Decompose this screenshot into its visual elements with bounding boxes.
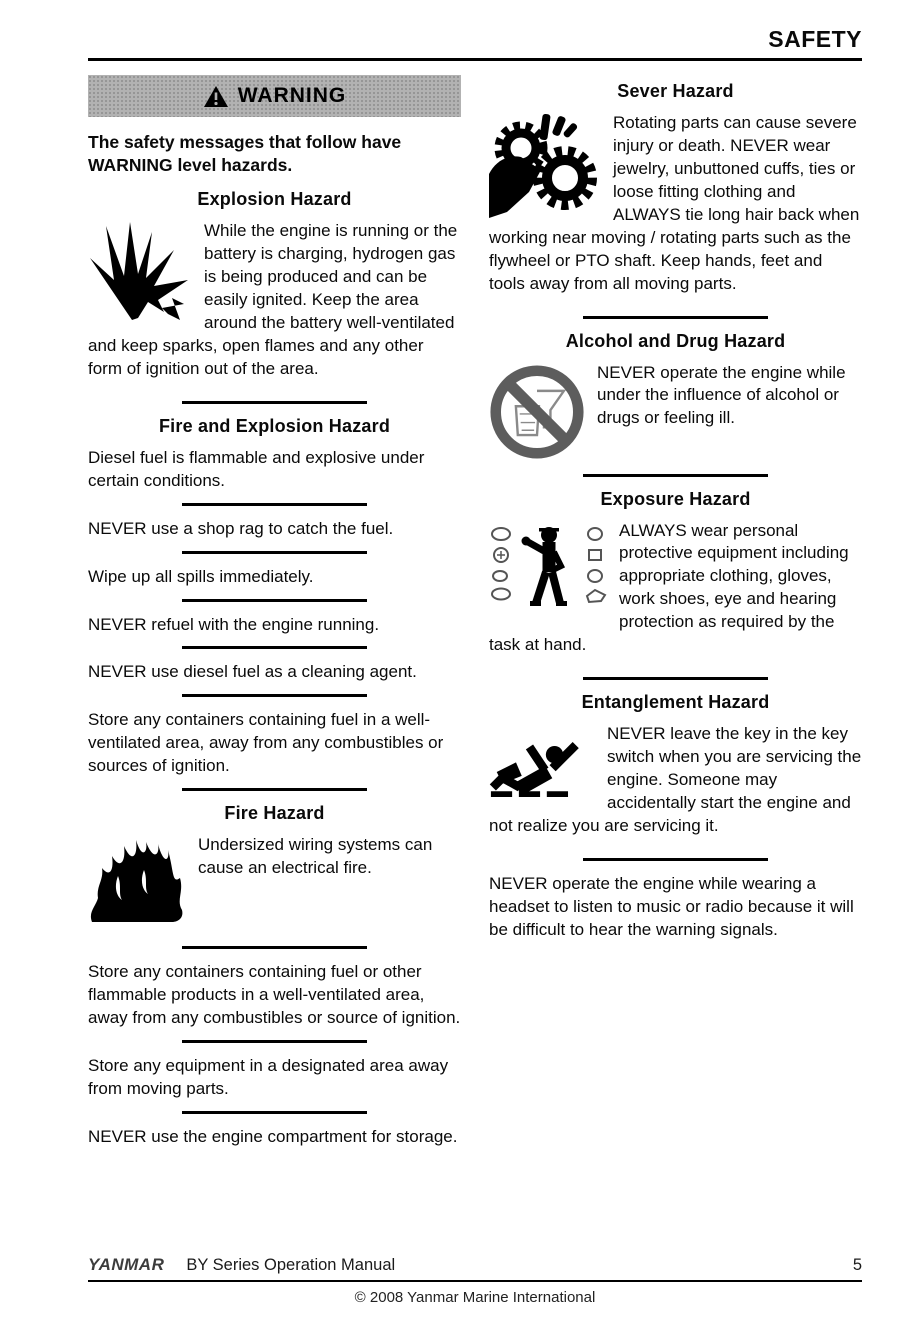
divider — [583, 474, 768, 477]
divider — [182, 646, 367, 649]
divider — [182, 946, 367, 949]
fire-explosion-paragraph: NEVER refuel with the engine running. — [88, 614, 380, 634]
explosion-hazard-text: While the engine is running or the battery is charging, hydrogen gas is being produced and can be easily ignited. Keep the area around the battery well-ventilated and keep sparks, open flames and any other form of ignition out of the area. — [88, 221, 458, 378]
left-column — [88, 75, 461, 1159]
fire-explosion-paragraph: Wipe up all spills immediately. — [88, 566, 314, 586]
fire-hazard-text: Undersized wiring systems can cause an electrical fire. — [198, 835, 433, 878]
fire-explosion-paragraph: NEVER use diesel fuel as a cleaning agent. — [88, 662, 417, 682]
flame-icon — [88, 836, 186, 926]
exposure-hazard-block — [489, 520, 862, 668]
explosion-hazard-block — [88, 220, 461, 391]
page-footer — [88, 1255, 862, 1306]
exposure-hazard-text: ALWAYS wear personal protective equipment including appropriate clothing, gloves, work shoes, eye and hearing protection as required by the task at hand. — [489, 520, 849, 655]
entanglement-hazard-text: NEVER leave the key in the key switch when you are servicing the engine. Someone may accidentally start the engine and not realize you are servicing it. — [489, 724, 862, 835]
intro-text: The safety messages that follow have WARNING level hazards. — [88, 132, 402, 176]
fire-paragraph: Store any equipment in a designated area away from moving parts. — [88, 1055, 449, 1098]
divider — [583, 316, 768, 319]
exposure-hazard-heading: Exposure Hazard — [600, 488, 751, 509]
divider — [182, 503, 367, 506]
page-title: SAFETY — [768, 26, 862, 52]
alcohol-drug-hazard-heading: Alcohol and Drug Hazard — [565, 330, 786, 351]
no-alcohol-icon — [489, 364, 585, 460]
fire-paragraph: NEVER use the engine compartment for storage. — [88, 1126, 458, 1146]
footer-row — [88, 1255, 862, 1282]
entanglement-hazard-block — [489, 723, 862, 848]
headset-warning-text: NEVER operate the engine while wearing a headset to listen to music or radio because it will be difficult to hear the warning signals. — [489, 873, 854, 939]
explosion-hazard-heading: Explosion Hazard — [197, 189, 352, 210]
fire-hazard-heading: Fire Hazard — [224, 803, 325, 824]
entanglement-hazard-heading: Entanglement Hazard — [581, 692, 770, 713]
alcohol-drug-hazard-text: NEVER operate the engine while under the influence of alcohol or drugs or feeling ill. — [597, 362, 846, 428]
divider — [583, 858, 768, 861]
warning-banner — [88, 75, 461, 117]
fire-explosion-hazard-heading: Fire and Explosion Hazard — [158, 415, 391, 436]
divider — [182, 401, 367, 404]
page-number: 5 — [852, 1256, 862, 1274]
manual-title: BY Series Operation Manual — [186, 1256, 396, 1274]
divider — [182, 599, 367, 602]
fire-explosion-paragraph: NEVER use a shop rag to catch the fuel. — [88, 518, 394, 538]
warning-banner-label: WARNING — [237, 84, 347, 107]
alcohol-drug-hazard-block — [489, 362, 862, 464]
right-column — [489, 75, 862, 1159]
divider — [182, 694, 367, 697]
falling-person-icon — [489, 739, 595, 805]
fire-explosion-paragraph: Diesel fuel is flammable and explosive under certain conditions. — [88, 447, 425, 490]
page-header — [88, 26, 862, 61]
divider — [182, 1040, 367, 1043]
divider — [182, 551, 367, 554]
sever-hazard-heading: Sever Hazard — [617, 81, 734, 101]
copyright-text: © 2008 Yanmar Marine International — [354, 1289, 596, 1306]
fire-hazard-block — [88, 834, 461, 936]
divider — [182, 788, 367, 791]
hand-in-gears-icon — [489, 114, 601, 218]
fire-explosion-paragraph: Store any containers containing fuel in a well-ventilated area, away from any combustibles or sources of ignition. — [88, 710, 444, 776]
divider — [583, 677, 768, 680]
yanmar-logo: YANMAR — [88, 1255, 165, 1274]
explosion-burst-icon — [88, 222, 192, 322]
warning-triangle-icon — [203, 85, 229, 108]
content-columns — [88, 75, 862, 1159]
fire-paragraph: Store any containers containing fuel or other flammable products in a well-ventilated area, away from any combustibles or source of ignition. — [88, 962, 461, 1027]
sever-hazard-text: Rotating parts can cause severe injury or death. NEVER wear jewelry, unbuttoned cuffs, ties or loose fitting clothing and ALWAYS tie long hair back when working near moving / rotating parts such as the flywheel or PTO shaft. Keep hands, feet and tools away from all moving parts. — [489, 113, 860, 293]
protective-equipment-icon — [489, 522, 607, 610]
sever-hazard-block — [489, 112, 862, 306]
divider — [182, 1111, 367, 1114]
